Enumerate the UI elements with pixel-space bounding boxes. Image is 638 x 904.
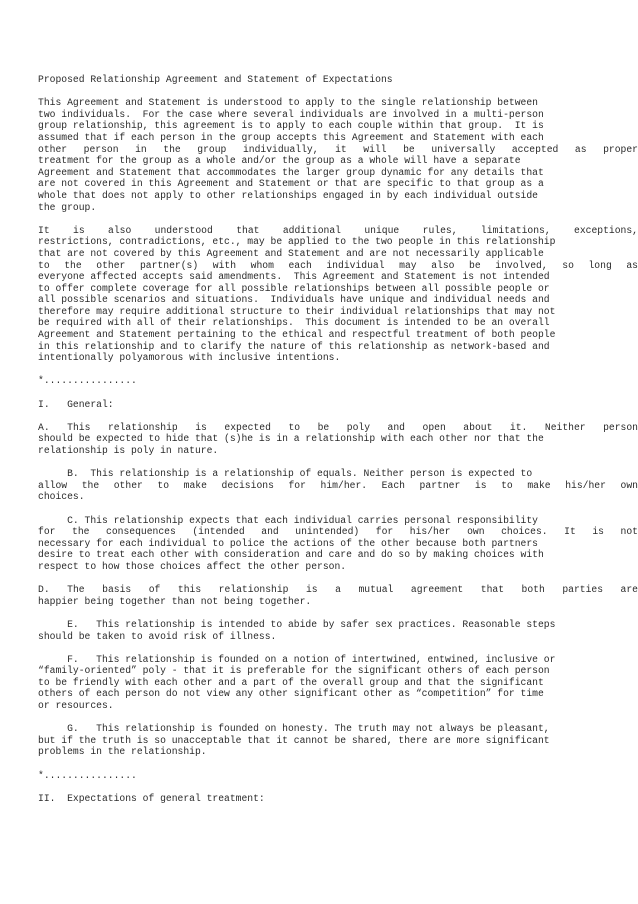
paragraph-gap xyxy=(38,781,638,793)
text-line: B. This relationship is a relationship of equals. Neither person is expected to xyxy=(38,468,533,480)
paragraph-gap xyxy=(38,712,638,724)
text-line: to be friendly with each other and a part of the overall group and that the significant xyxy=(38,676,544,688)
text-line: G. This relationship is founded on honesty. The truth may not always be pleasant, xyxy=(38,723,550,735)
text-line: should be expected to hide that (s)he is in a relationship with each other nor that the xyxy=(38,433,544,445)
paragraph xyxy=(38,225,638,364)
text-line: therefore may require additional structure to their individual relationships that may not xyxy=(38,305,556,317)
paragraph xyxy=(38,584,638,607)
text-line: *................ xyxy=(38,769,137,781)
paragraph xyxy=(38,770,638,782)
text-line: C. This relationship expects that each individual carries personal responsibility xyxy=(38,514,538,526)
text-line: allow the other to make decisions for him/her. Each partner is to make his/her own xyxy=(38,479,638,491)
text-line: *................ xyxy=(38,375,137,387)
text-line: II. Expectations of general treatment: xyxy=(38,792,265,804)
text-line: necessary for each individual to police the actions of the other because both partners xyxy=(38,537,538,549)
text-line: in this relationship and to clarify the nature of this relationship as network-based and xyxy=(38,340,550,352)
paragraph-gap xyxy=(38,758,638,770)
text-line: intentionally polyamorous with inclusive intentions. xyxy=(38,352,341,364)
paragraph xyxy=(38,723,638,758)
text-line: It is also understood that additional unique rules, limitations, exceptions, xyxy=(38,224,638,236)
text-line: choices. xyxy=(38,491,85,503)
paragraph-gap xyxy=(38,503,638,515)
paragraph xyxy=(38,654,638,712)
paragraph-gap xyxy=(38,86,638,98)
paragraph xyxy=(38,97,638,213)
text-line: whole that does not apply to other relationships engaged in by each individual outside xyxy=(38,189,538,201)
text-line: to offer complete coverage for all possible relationships between all possible people or xyxy=(38,282,550,294)
paragraph xyxy=(38,399,638,411)
paragraph-gap xyxy=(38,642,638,654)
paragraph-gap xyxy=(38,457,638,469)
text-line: Agreement and Statement that accommodates the larger group dynamic for any details that xyxy=(38,166,544,178)
text-line: restrictions, contradictions, etc., may be applied to the two people in this relationship xyxy=(38,236,556,248)
text-line: the group. xyxy=(38,201,97,213)
paragraph-gap xyxy=(38,607,638,619)
text-line: or resources. xyxy=(38,700,114,712)
paragraph xyxy=(38,619,638,642)
paragraph-gap xyxy=(38,573,638,585)
text-line: E. This relationship is intended to abide by safer sex practices. Reasonable steps xyxy=(38,618,556,630)
text-line: for the consequences (intended and unintended) for his/her own choices. It is not xyxy=(38,526,638,538)
paragraph xyxy=(38,422,638,457)
text-line: two individuals. For the case where several individuals are involved in a multi-person xyxy=(38,108,544,120)
text-line: to the other partner(s) with whom each individual may also be involved, so long as xyxy=(38,259,638,271)
text-line: assumed that if each person in the group accepts this Agreement and Statement with each xyxy=(38,131,544,143)
paragraph-gap xyxy=(38,213,638,225)
text-line: D. The basis of this relationship is a mutual agreement that both parties are xyxy=(38,584,638,596)
document-body xyxy=(38,74,638,804)
text-line: all possible scenarios and situations. Individuals have unique and individual needs and xyxy=(38,294,550,306)
text-line: that are not covered by this Agreement and Statement and are not necessarily applicable xyxy=(38,247,544,259)
paragraph-gap xyxy=(38,410,638,422)
paragraph-gap xyxy=(38,387,638,399)
text-line: Agreement and Statement pertaining to the ethical and respectful treatment of both people xyxy=(38,329,556,341)
text-line: others of each person do not view any other significant other as “competition” for time xyxy=(38,688,544,700)
text-line: desire to treat each other with consideration and care and do so by making choices with xyxy=(38,549,544,561)
text-line: are not covered in this Agreement and Statement or that are specific to that group as a xyxy=(38,178,544,190)
text-line: happier being together than not being together. xyxy=(38,595,312,607)
text-line: “family-oriented” poly - that it is preferable for the significant others of each person xyxy=(38,665,550,677)
text-line: This Agreement and Statement is understood to apply to the single relationship between xyxy=(38,97,538,109)
paragraph xyxy=(38,793,638,805)
document-title: Proposed Relationship Agreement and Statement of Expectations xyxy=(38,74,393,85)
text-line: problems in the relationship. xyxy=(38,746,207,758)
paragraph xyxy=(38,375,638,387)
text-line: group relationship, this agreement is to apply to each couple within that group. It is xyxy=(38,120,544,132)
text-line: relationship is poly in nature. xyxy=(38,445,219,456)
text-line: should be taken to avoid risk of illness. xyxy=(38,630,277,642)
paragraph xyxy=(38,515,638,573)
text-line: but if the truth is so unacceptable that it cannot be shared, there are more significant xyxy=(38,734,550,746)
paragraph-gap xyxy=(38,364,638,376)
text-line: treatment for the group as a whole and/or the group as a whole will have a separate xyxy=(38,155,521,167)
text-line: I. General: xyxy=(38,398,114,410)
text-line: F. This relationship is founded on a notion of intertwined, entwined, inclusive or xyxy=(38,653,556,665)
text-line: other person in the group individually, it will be universally accepted as proper xyxy=(38,143,638,155)
text-line: be required with all of their relationships. This document is intended to be an overall xyxy=(38,317,550,329)
text-line: everyone affected accepts said amendments. This Agreement and Statement is not intended xyxy=(38,271,550,283)
paragraph xyxy=(38,468,638,503)
text-line: respect to how those choices affect the other person. xyxy=(38,560,347,572)
text-line: A. This relationship is expected to be poly and open about it. Neither person xyxy=(38,421,638,433)
